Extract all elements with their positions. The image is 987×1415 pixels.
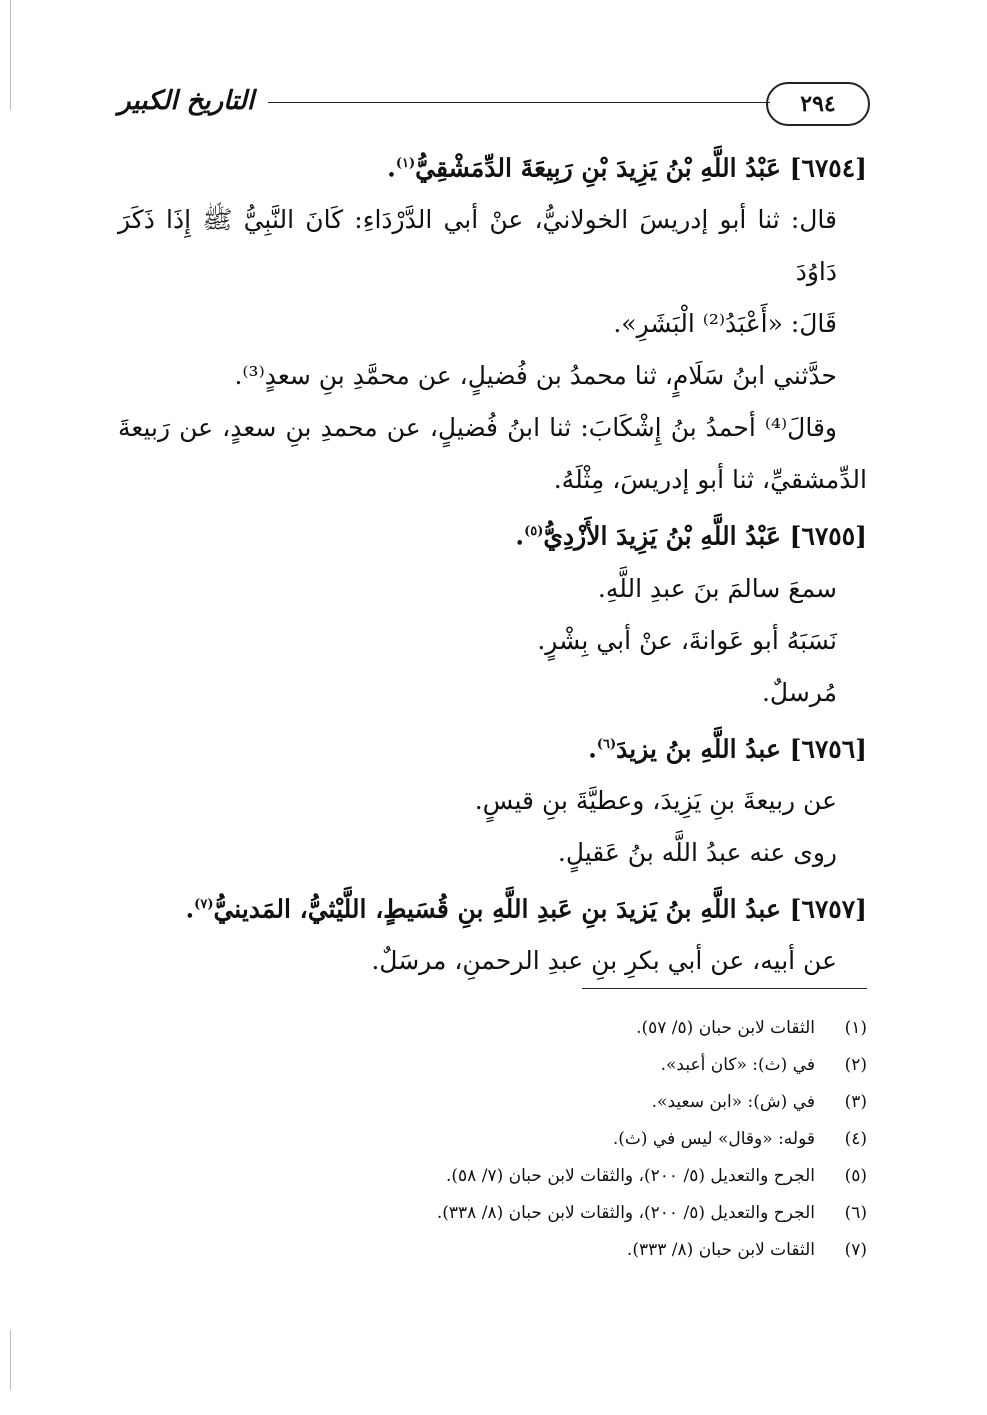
entry-number: [٦٧٥٤]: [789, 153, 867, 183]
text-line: وقالَ⁽⁴⁾ أحمدُ بنُ إِشْكَابَ: ثنا ابنُ فُضيلٍ، عن محمدِ بنِ سعدٍ، عن رَبيعةَ: [118, 413, 837, 443]
footnote-text: في (ش): «ابن سعيد».: [651, 1092, 815, 1112]
text-line: قَالَ: «أَعْبَدُ⁽²⁾ الْبَشَرِ».: [613, 309, 837, 339]
entry-name: عبدُ اللَّهِ بنُ يَزيدَ بنِ عَبدِ اللَّهِ بنِ قُسَيطٍ، اللَّيْثيُّ، المَدينيُّ: [213, 894, 781, 924]
biography-entry-heading: [118, 879, 867, 935]
footnote-label: (١): [844, 1018, 867, 1038]
page-number: ٢٩٤: [766, 82, 870, 126]
entry-tail: .: [588, 733, 597, 763]
text-line: قال: ثنا أبو إدريسَ الخولانيُّ، عنْ أبي الدَّرْدَاءِ: كَانَ النَّبِيُّ ﷺ إِذَا ذَكَرَ دَاوُدَ: [118, 205, 837, 287]
footnote-ref: (٦): [596, 736, 617, 752]
footnote-item: [300, 1047, 867, 1084]
biography-entry-heading: [118, 506, 867, 562]
footnote-text: قوله: «وقال» ليس في (ث).: [612, 1129, 815, 1149]
entry-number: [٦٧٥٧]: [789, 894, 867, 924]
text-line: عن أبيه، عن أبي بكرِ بنِ عبدِ الرحمنِ، مرسَلٌ.: [371, 946, 837, 976]
entry-tail: .: [515, 521, 525, 551]
text-line: سمعَ سالمَ بنَ عبدِ اللَّهِ.: [597, 573, 837, 603]
footnote-item: [300, 1084, 867, 1121]
text-line: نَسَبَهُ أبو عَوانةَ، عنْ أبي بِشْرٍ.: [537, 625, 837, 655]
biography-entry-heading: [118, 138, 867, 194]
scan-edge-mark: [10, 0, 11, 110]
text-line: حدَّثني ابنُ سَلَامٍ، ثنا محمدُ بن فُضيلٍ، عن محمَّدِ بنِ سعدٍ⁽³⁾.: [234, 361, 837, 391]
footnote-label: (٣): [844, 1092, 867, 1112]
page-header: [118, 82, 870, 126]
footnote-text: في (ث): «كان أعبد».: [660, 1055, 815, 1075]
book-title: التاريخ الكبير: [118, 86, 255, 116]
footnotes: [300, 1010, 867, 1269]
text-line: الدِّمشقيِّ، ثنا أبو إدريسَ، مِثْلَهُ.: [553, 465, 867, 495]
footnote-item: [300, 1195, 867, 1232]
entry-number: [٦٧٥٥]: [789, 521, 867, 551]
text-line: مُرسلٌ.: [761, 677, 837, 707]
footnote-separator: [582, 988, 867, 989]
footnote-label: (٢): [844, 1055, 867, 1075]
scan-edge-mark: [10, 1330, 11, 1390]
footnote-label: (٤): [844, 1129, 867, 1149]
entry-name: عبدُ اللَّهِ بنُ يزيدَ: [616, 733, 781, 763]
header-rule: [268, 102, 770, 103]
footnote-label: (٥): [844, 1166, 867, 1186]
footnote-ref: (٧): [194, 896, 214, 912]
footnote-ref: (١): [395, 156, 416, 171]
entry-tail: .: [387, 153, 396, 183]
footnote-item: [300, 1232, 867, 1269]
main-text: [118, 138, 867, 987]
entry-tail: .: [185, 894, 195, 924]
biography-entry-heading: [118, 719, 867, 775]
footnote-text: الثقات لابن حبان (٨/ ٣٣٣).: [626, 1240, 815, 1260]
text-line: عن ربيعةَ بنِ يَزِيدَ، وعطيَّةَ بنِ قيسٍ.: [474, 785, 837, 815]
entry-name: عَبْدُ اللَّهِ بْنُ يَزِيدَ بْنِ رَبِيعَةَ الدِّمَشْقِيُّ: [415, 153, 781, 183]
footnote-item: [300, 1010, 867, 1047]
footnote-item: [300, 1158, 867, 1195]
footnote-label: (٦): [844, 1203, 867, 1223]
text-line: روى عنه عبدُ اللَّه بنُ عَقيلٍ.: [557, 837, 837, 867]
footnote-text: الثقات لابن حبان (٥/ ٥٧).: [636, 1018, 815, 1038]
footnote-label: (٧): [844, 1240, 867, 1260]
entry-number: [٦٧٥٦]: [789, 733, 867, 763]
footnote-item: [300, 1121, 867, 1158]
footnote-text: الجرح والتعديل (٥/ ٢٠٠)، والثقات لابن حبان (٨/ ٣٣٨).: [436, 1203, 815, 1223]
entry-name: عَبْدُ اللَّهِ بْنُ يَزِيدَ الأَزْدِيُّ: [543, 521, 781, 551]
footnote-text: الجرح والتعديل (٥/ ٢٠٠)، والثقات لابن حبان (٧/ ٥٨).: [446, 1166, 815, 1186]
footnote-ref: (٥): [524, 524, 544, 540]
